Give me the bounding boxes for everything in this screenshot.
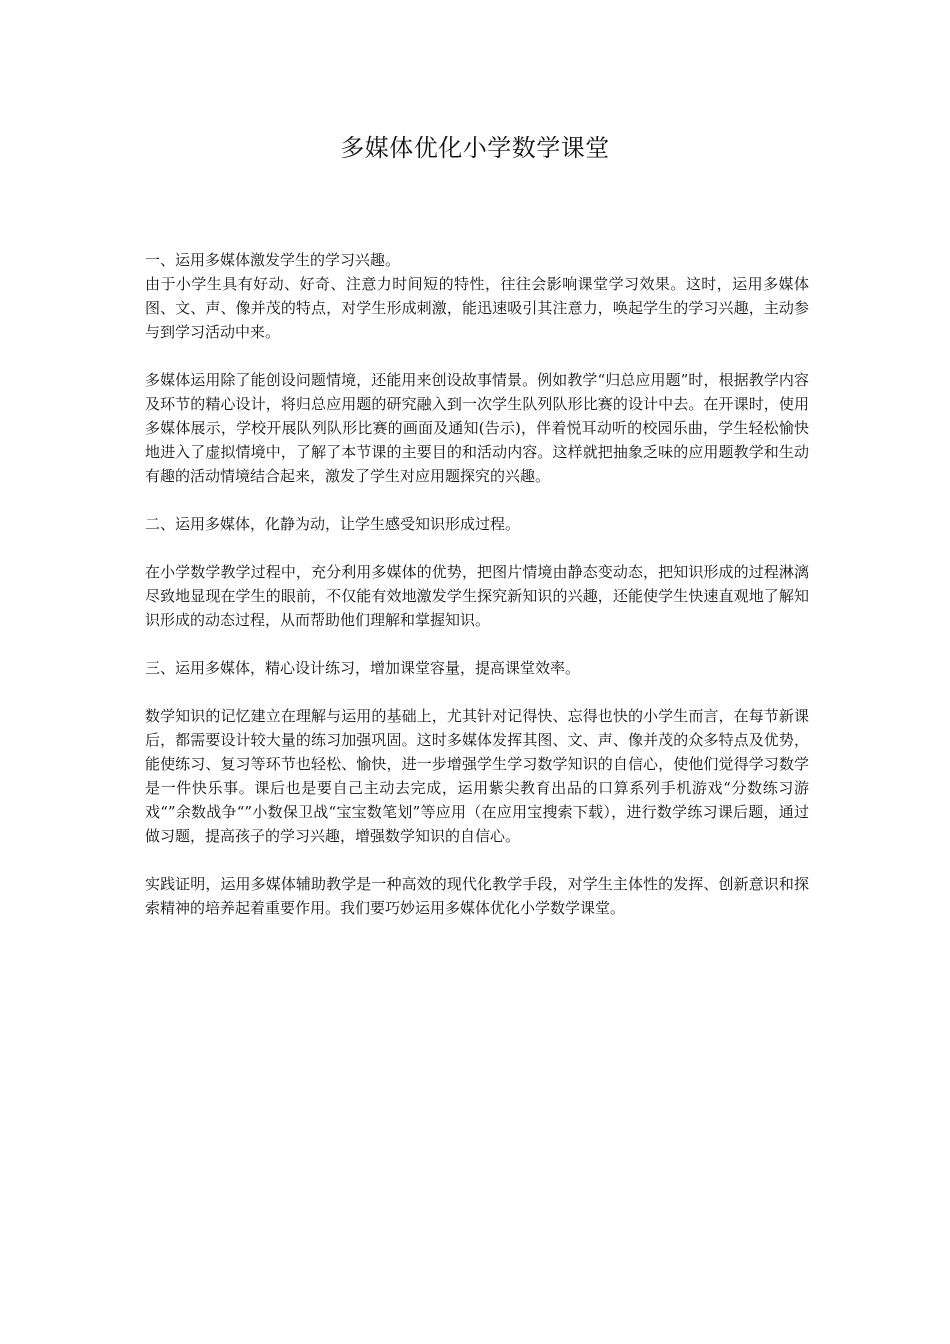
section-heading-3: 三、运用多媒体，精心设计练习，增加课堂容量，提高课堂效率。 <box>145 659 581 677</box>
paragraph-spacer <box>145 632 809 656</box>
conclusion-paragraph: 实践证明，运用多媒体辅助教学是一种高效的现代化教学手段，对学生主体性的发挥、创新意识和探索精神的培养起着重要作用。我们要巧妙运用多媒体优化小学数学课堂。 <box>145 875 809 917</box>
paragraph: 在小学数学教学过程中，充分利用多媒体的优势，把图片情境由静态变动态，把知识形成的过程淋漓尽致地显现在学生的眼前，不仅能有效地激发学生探究新知识的兴趣，还能使学生快速直观地了解知识形成的动态过程，从而帮助他们理解和掌握知识。 <box>145 563 809 629</box>
paragraph-spacer <box>145 536 809 560</box>
paragraph-spacer <box>145 848 809 872</box>
paragraph: 数学知识的记忆建立在理解与运用的基础上，尤其针对记得快、忘得也快的小学生而言，在每节新课后，都需要设计较大量的练习加强巩固。这时多媒体发挥其图、文、声、像并茂的众多特点及优势，能使练习、复习等环节也轻松、愉快，进一步增强学生学习数学知识的自信心，使他们觉得学习数学是一件快乐事。课后也是要自己主动去完成，运用紫尖教育出品的口算系列手机游戏“分数练习游戏“”余数战争“”小数保卫战“宝宝数笔划”等应用（在应用宝搜索下载），进行数学练习课后题，通过做习题，提高孩子的学习兴趣，增强数学知识的自信心。 <box>145 707 809 845</box>
paragraph: 多媒体运用除了能创设问题情境，还能用来创设故事情景。例如教学“归总应用题”时，根据教学内容及环节的精心设计，将归总应用题的研究融入到一次学生队列队形比赛的设计中去。在开课时，使用多媒体展示，学校开展队列队形比赛的画面及通知(告示)，伴着悦耳动听的校园乐曲，学生轻松愉快地进入了虚拟情境中，了解了本节课的主要目的和活动内容。这样就把抽象乏味的应用题教学和生动有趣的活动情境结合起来，激发了学生对应用题探究的兴趣。 <box>145 371 809 485</box>
section-heading-1: 一、运用多媒体激发学生的学习兴趣。 <box>145 251 401 269</box>
section-heading-2: 二、运用多媒体，化静为动，让学生感受知识形成过程。 <box>145 515 521 533</box>
paragraph-spacer <box>145 680 809 704</box>
document-title: 多媒体优化小学数学课堂 <box>340 134 610 162</box>
paragraph-spacer <box>145 344 809 368</box>
paragraph: 由于小学生具有好动、好奇、注意力时间短的特性，往往会影响课堂学习效果。这时，运用多媒体图、文、声、像并茂的特点，对学生形成刺激，能迅速吸引其注意力，唤起学生的学习兴趣，主动参与到学习活动中来。 <box>145 275 809 341</box>
document-body <box>145 248 809 920</box>
paragraph-spacer <box>145 488 809 512</box>
